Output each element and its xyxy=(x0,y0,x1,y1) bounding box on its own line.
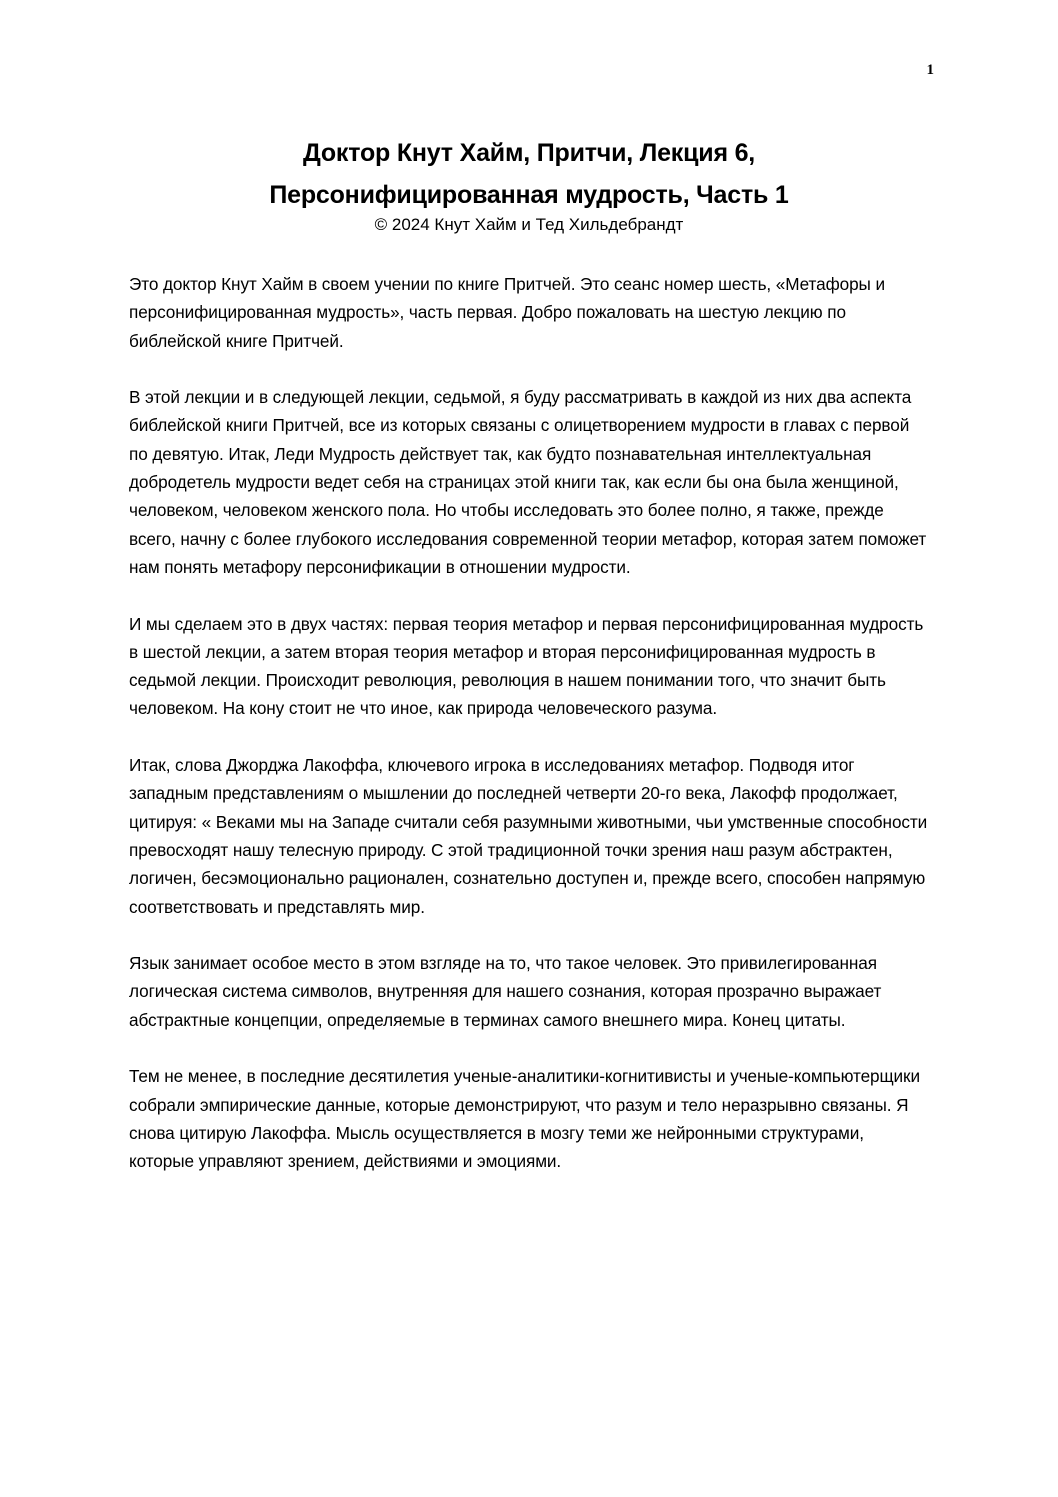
paragraph: Язык занимает особое место в этом взгляде на то, что такое человек. Это привилегированная логическая система символов, внутренняя для нашего сознания, которая прозрачно выражает абстрактные концепции, определяемые в терминах самого внешнего мира. Конец цитаты. xyxy=(129,953,882,1030)
paragraph: Это доктор Кнут Хайм в своем учении по книге Притчей. Это сеанс номер шесть, «Метафоры и персонифицированная мудрость», часть первая. Добро пожаловать на шестую лекцию по библейской книге Притчей. xyxy=(129,274,885,351)
paragraph: И мы сделаем это в двух частях: первая теория метафор и первая персонифицированная мудрость в шестой лекции, а затем вторая теория метафор и вторая персонифицированная мудрость в седьмой лекции. Происходит революция, революция в нашем понимании того, что значит быть человеком. На кону стоит не что иное, как природа человеческого разума. xyxy=(129,613,924,719)
paragraph: Итак, слова Джорджа Лакоффа, ключевого игрока в исследованиях метафор. Подводя итог западным представлениям о мышлении до последней четверти 20-го века, Лакофф продолжает, цитируя: « Веками мы на Западе считали себя разумными животными, чьи умственные способности превосходят нашу телесную природу. С этой традиционной точки зрения наш разум абстрактен, логичен, бесэмоционально рационален, сознательно доступен и, прежде всего, способен напрямую соответствовать и представлять мир. xyxy=(129,755,928,917)
document-body xyxy=(129,270,929,1204)
paragraph: В этой лекции и в следующей лекции, седьмой, я буду рассматривать в каждой из них два аспекта библейской книги Притчей, все из которых связаны с олицетворением мудрости в главах с первой по девятую. Итак, Леди Мудрость действует так, как будто познавательная интеллектуальная добродетель мудрости ведет себя на страницах этой книги так, как если бы она была женщиной, человеком, человеком женского пола. Но чтобы исследовать это более полно, я также, прежде всего, начну с более глубокого исследования современной теории метафор, которая затем поможет нам понять метафору персонификации в отношении мудрости. xyxy=(129,387,927,577)
document-title-line-1: Доктор Кнут Хайм, Притчи, Лекция 6, xyxy=(302,139,756,167)
page-number: 1 xyxy=(926,62,934,78)
document-title-line-2: Персонифицированная мудрость, Часть 1 xyxy=(269,181,789,209)
document-header xyxy=(100,132,958,236)
copyright-notice: © 2024 Кнут Хайм и Тед Хильдебрандт xyxy=(374,215,684,234)
paragraph: Тем не менее, в последние десятилетия ученые-аналитики-когнитивисты и ученые-компьютерщики собрали эмпирические данные, которые демонстрируют, что разум и тело неразрывно связаны. Я снова цитирую Лакоффа. Мысль осуществляется в мозгу теми же нейронными структурами, которые управляют зрением, действиями и эмоциями. xyxy=(129,1066,920,1172)
